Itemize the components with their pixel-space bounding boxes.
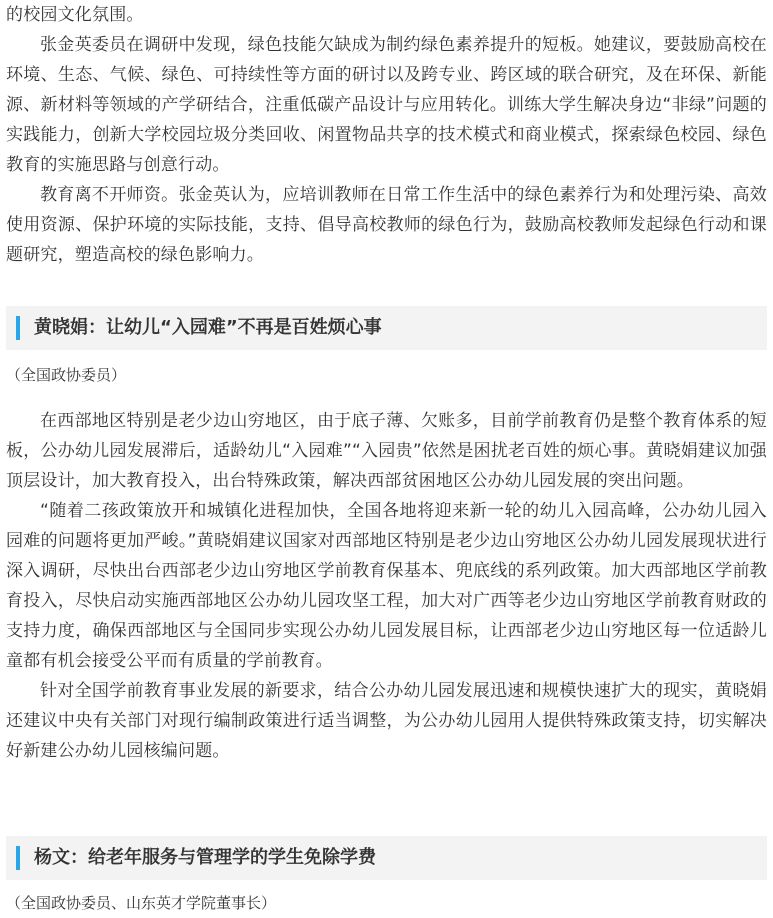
article-paragraph: 张金英委员在调研中发现，绿色技能欠缺成为制约绿色素养提升的短板。她建议，要鼓励高校在环境、生态、气候、绿色、可持续性等方面的研讨以及跨专业、跨区域的联合研究，及在环保、新能源、新材料等领域的产学研结合，注重低碳产品设计与应用转化。训练大学生解决身边“非绿”问题的实践能力，创新大学校园垃圾分类回收、闲置物品共享的技术模式和商业模式，探索绿色校园、绿色教育的实施思路与创意行动。 — [6, 35, 767, 175]
section-heading-title: 杨文：给老年服务与管理学的学生免除学费 — [34, 847, 376, 868]
article-block-huang-xiaojuan — [0, 406, 773, 766]
section-heading-huang-xiaojuan — [6, 306, 767, 350]
article-paragraph: 教育离不开师资。张金英认为，应培训教师在日常工作生活中的绿色素养行为和处理污染、高效使用资源、保护环境的实际技能，支持、倡导高校教师的绿色行为，鼓励高校教师发起绿色行动和课题研究，塑造高校的绿色影响力。 — [6, 185, 767, 265]
article-block-zhang-jinying — [0, 0, 773, 270]
article-paragraph: “随着二孩政策放开和城镇化进程加快，全国各地将迎来新一轮的幼儿入园高峰，公办幼儿园入园难的问题将更加严峻。”黄晓娟建议国家对西部地区特别是老少边山穷地区公办幼儿园发展现状进行深入调研，尽快出台西部老少边山穷地区学前教育保基本、兜底线的系列政策。加大西部地区学前教育投入，尽快启动实施西部地区公办幼儿园攻坚工程，加大对广西等老少边山穷地区学前教育财政的支持力度，确保西部地区与全国同步实现公办幼儿园发展目标，让西部老少边山穷地区每一位适龄儿童都有机会接受公平而有质量的学前教育。 — [6, 501, 767, 671]
article-paragraph: 在西部地区特别是老少边山穷地区，由于底子薄、欠账多，目前学前教育仍是整个教育体系的短板，公办幼儿园发展滞后，适龄幼儿“入园难”“入园贵”依然是困扰老百姓的烦心事。黄晓娟建议加强顶层设计，加大教育投入，出台特殊政策，解决西部贫困地区公办幼儿园发展的突出问题。 — [6, 411, 767, 491]
section-heading-yang-wen — [6, 836, 767, 880]
article-paragraph: 的校园文化氛围。 — [6, 5, 144, 25]
article-paragraph: 针对全国学前教育事业发展的新要求，结合公办幼儿园发展迅速和规模快速扩大的现实，黄晓娟还建议中央有关部门对现行编制政策进行适当调整，为公办幼儿园用人提供特殊政策支持，切实解决好新建公办幼儿园核编问题。 — [6, 681, 767, 761]
section-heading-title: 黄晓娟：让幼儿“入园难”不再是百姓烦心事 — [34, 317, 382, 338]
heading-accent-bar — [16, 846, 20, 870]
section-role-label: （全国政协委员） — [6, 366, 127, 384]
heading-accent-bar — [16, 316, 20, 340]
section-role-label: （全国政协委员、山东英才学院董事长） — [6, 894, 277, 912]
